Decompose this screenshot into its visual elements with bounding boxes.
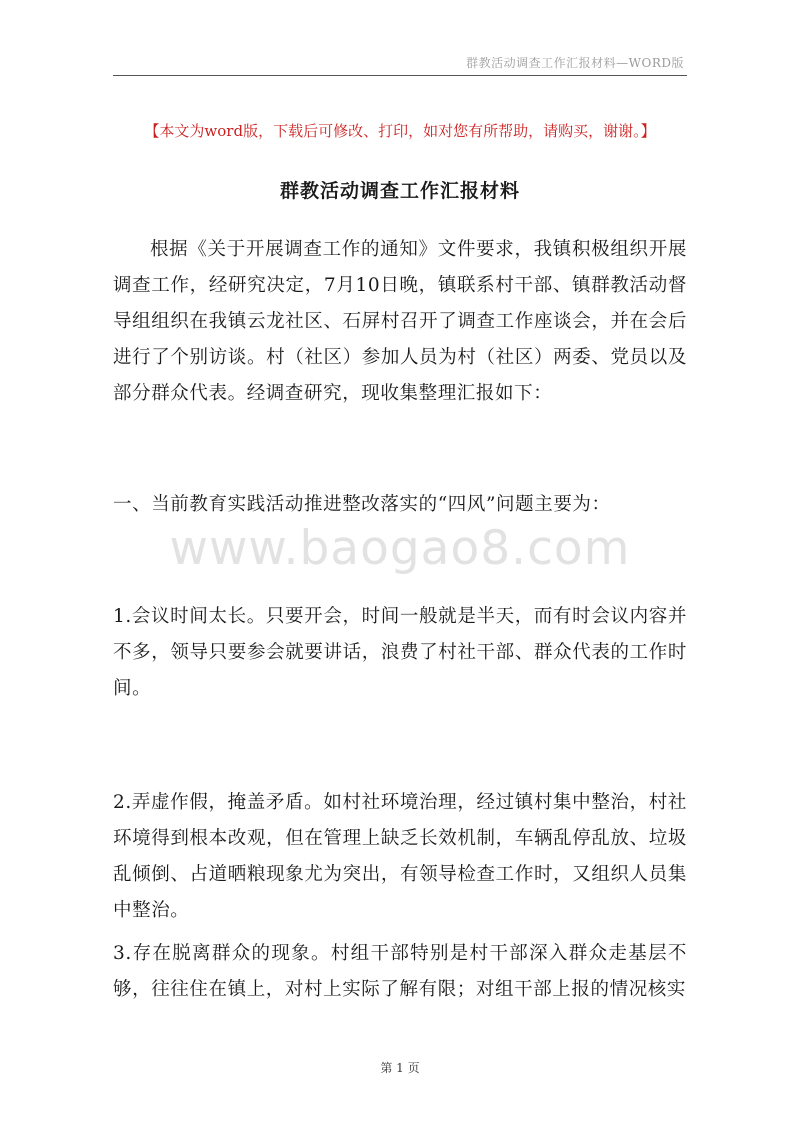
list-item-1: 1.会议时间太长。只要开会，时间一般就是半天，而有时会议内容并不多，领导只要参会就要讲话，浪费了村社干部、群众代表的工作时间。 [113,606,687,699]
header-divider [113,75,687,76]
running-header: 群教活动调查工作汇报材料—WORD版 [466,56,684,70]
list-item-2: 2.弄虚作假，掩盖矛盾。如村社环境治理，经过镇村集中整治，村社环境得到根本改观，但在管理上缺乏长效机制，车辆乱停乱放、垃圾乱倾倒、占道晒粮现象尤为突出，有领导检查工作时，又组织人员集中整治。 [113,792,687,921]
section-heading-1: 一、当前教育实践活动推进整改落实的“四风”问题主要为： [113,494,611,515]
intro-paragraph: 根据《关于开展调查工作的通知》文件要求，我镇积极组织开展调查工作，经研究决定，7月10日晚，镇联系村干部、镇群教活动督导组组织在我镇云龙社区、石屏村召开了调查工作座谈会，并在会后进行了个别访谈。村（社区）参加人员为村（社区）两委、党员以及部分群众代表。经调查研究，现收集整理汇报如下： [113,239,687,404]
document-title: 群教活动调查工作汇报材料 [279,180,520,202]
page-number: 第 1 页 [380,1061,420,1075]
list-item-3: 3.存在脱离群众的现象。村组干部特别是村干部深入群众走基层不够，往往住在镇上，对村上实际了解有限；对组干部上报的情况核实 [113,943,687,1000]
download-notice: 【本文为word版，下载后可修改、打印，如对您有所帮助，请购买，谢谢。】 [144,122,656,140]
watermark: www.baogao8.com [169,521,631,576]
